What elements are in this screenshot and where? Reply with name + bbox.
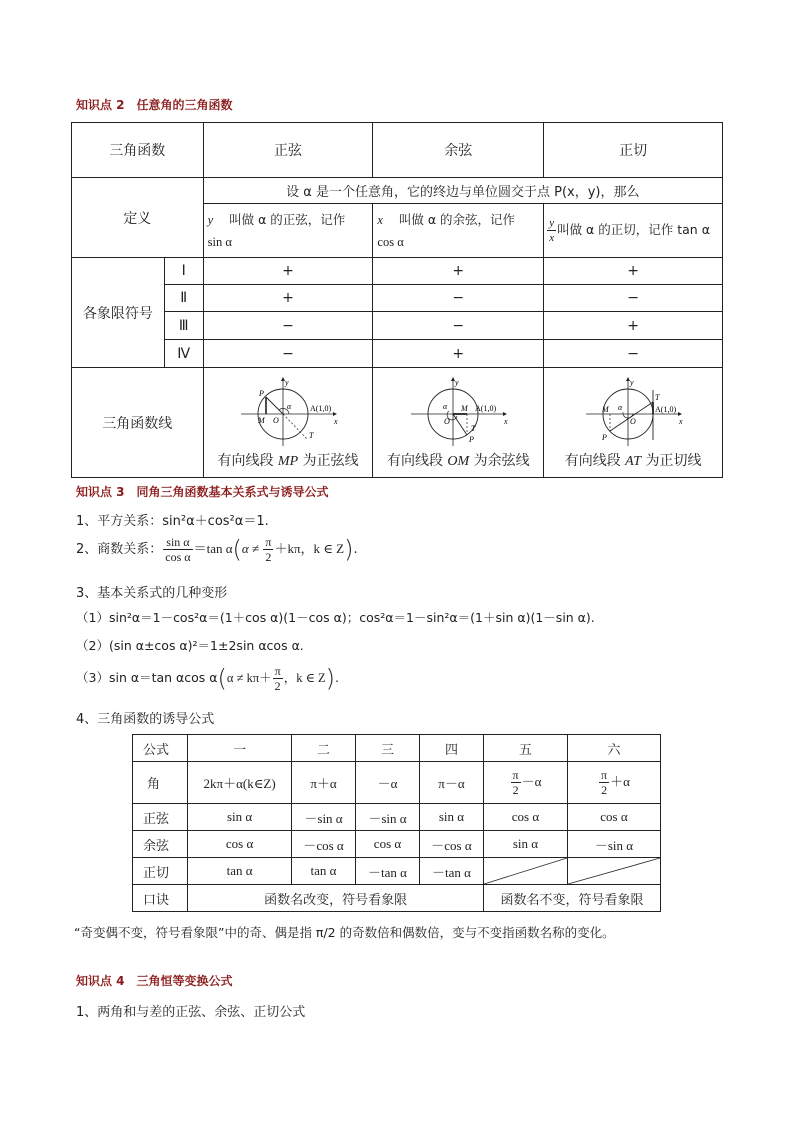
axis-label: x: [334, 416, 338, 426]
formula-cell: sin α: [419, 804, 483, 831]
axis-label: x: [679, 416, 683, 426]
section-heading-4: [76, 972, 233, 989]
axis-label: x: [504, 416, 508, 426]
angle-cell: －α: [356, 762, 420, 804]
point-label: P: [469, 434, 475, 444]
quadrant-cell: Ⅰ: [164, 258, 203, 285]
angle-cell: π－α: [419, 762, 483, 804]
mnemonic-cell: 函数名不变，符号看象限: [483, 885, 660, 912]
header-cell: 余弦: [373, 123, 544, 178]
sum-difference-heading: 1、两角和与差的正弦、余弦、正切公式: [76, 1005, 306, 1020]
sign-cell: −: [373, 285, 544, 312]
variant-1: （1）sin²α＝1－cos²α＝(1＋cos α)(1－cos α)；cos²α＝1－sin²α＝(1＋sin α)(1－sin α).: [76, 610, 595, 625]
quadrant-cell: Ⅱ: [164, 285, 203, 312]
square-relation: 1、平方关系：sin²α＋cos²α＝1.: [76, 514, 269, 529]
header-cell: 公式: [133, 735, 188, 762]
header-cell: 六: [567, 735, 660, 762]
point-label: T: [655, 392, 660, 402]
section-title: 任意角的三角函数: [136, 98, 233, 112]
tangent-line-caption: 有向线段 AT 为正切线: [564, 452, 702, 469]
row-label: 正切: [133, 858, 188, 885]
section-heading-2: [76, 96, 233, 113]
formula-cell: sin α: [483, 831, 567, 858]
empty-diagonal-cell: [567, 858, 660, 885]
section-number: 知识点 4: [76, 974, 125, 988]
point-label: P: [259, 388, 264, 398]
tangent-line-diagram: [578, 376, 688, 448]
angle-label: α: [443, 401, 448, 411]
point-label: A(1,0): [310, 403, 332, 413]
section-number: 知识点 2: [76, 98, 125, 112]
point-label: M: [602, 404, 609, 414]
sign-cell: −: [203, 340, 373, 368]
tangent-line-cell: [544, 368, 723, 478]
sine-line-cell: [203, 368, 373, 478]
sign-cell: +: [373, 258, 544, 285]
point-label: M: [258, 415, 265, 425]
formula-cell: －sin α: [356, 804, 420, 831]
formula-cell: cos α: [356, 831, 420, 858]
point-label: A(1,0): [475, 403, 497, 413]
cosine-definition: x 叫做 α 的余弦，记作 cos α: [373, 204, 544, 258]
sine-line-caption: 有向线段 MP 为正弦线: [217, 452, 359, 469]
diagonal-line: [568, 858, 660, 884]
formula-cell: cos α: [483, 804, 567, 831]
variant-2: （2）(sin α±cos α)²＝1±2sin αcos α.: [76, 638, 304, 653]
formula-cell: －sin α: [567, 831, 660, 858]
point-label: T: [309, 430, 314, 440]
tangent-definition: $\frac{y}{x}$ 叫做 α 的正切，记作 tan α: [544, 204, 723, 258]
point-label: T: [471, 423, 476, 433]
header-cell: 正切: [544, 123, 723, 178]
header-cell: 正弦: [203, 123, 373, 178]
sine-line-diagram: [233, 376, 343, 448]
header-cell: 三: [356, 735, 420, 762]
point-label: O: [444, 416, 451, 426]
quadrant-cell: Ⅲ: [164, 312, 203, 340]
point-label: A(1,0): [655, 404, 677, 414]
sign-cell: +: [544, 312, 723, 340]
definition-label: 定义: [72, 178, 204, 258]
section-number: 知识点 3: [76, 485, 125, 499]
header-cell: 三角函数: [72, 123, 204, 178]
induction-heading: 4、三角函数的诱导公式: [76, 712, 215, 727]
section-heading-3: [76, 483, 329, 500]
point-label: P: [602, 432, 607, 442]
angle-label: 角: [133, 762, 188, 804]
quadrant-cell: Ⅳ: [164, 340, 203, 368]
diagonal-line: [484, 858, 567, 884]
header-cell: 四: [419, 735, 483, 762]
formula-cell: cos α: [567, 804, 660, 831]
sign-cell: +: [373, 340, 544, 368]
formula-cell: tan α: [188, 858, 292, 885]
point-label: M: [461, 403, 468, 413]
sign-cell: +: [544, 258, 723, 285]
signs-label: 各象限符号: [72, 258, 165, 368]
formula-cell: cos α: [188, 831, 292, 858]
formula-cell: sin α: [188, 804, 292, 831]
mnemonic-cell: 函数名改变，符号看象限: [188, 885, 484, 912]
formula-cell: －sin α: [292, 804, 356, 831]
quotient-relation: 2、商数关系： $\frac{\text{sin α}}{\text{cos α}}$ ＝tan α(α ≠ $\frac{\pi}{2}$ ＋kπ，k ∈ Z).: [76, 535, 358, 564]
sign-cell: −: [203, 312, 373, 340]
header-cell: 一: [188, 735, 292, 762]
section-title: 同角三角函数基本关系式与诱导公式: [136, 485, 329, 499]
variant-3: （3）sin α＝tan αcos α(α ≠ kπ＋ $\frac{\pi}{2}$ ，k ∈ Z).: [76, 664, 339, 693]
formula-cell: －tan α: [419, 858, 483, 885]
sign-cell: −: [544, 340, 723, 368]
angle-cell: $\frac{\pi}{2}$ －α: [483, 762, 567, 804]
formula-cell: －tan α: [356, 858, 420, 885]
variants-heading: 3、基本关系式的几种变形: [76, 586, 228, 601]
section-title: 三角恒等变换公式: [136, 974, 233, 988]
trig-definition-table: [71, 122, 723, 478]
row-label: 余弦: [133, 831, 188, 858]
cosine-line-caption: 有向线段 OM 为余弦线: [386, 452, 530, 469]
header-cell: 二: [292, 735, 356, 762]
axis-label: y: [455, 377, 459, 387]
angle-cell: π＋α: [292, 762, 356, 804]
point-label: O: [630, 416, 636, 426]
sine-definition: y 叫做 α 的正弦，记作 sin α: [203, 204, 373, 258]
angle-label: α: [287, 401, 292, 411]
formula-cell: －cos α: [292, 831, 356, 858]
axis-label: y: [630, 377, 634, 387]
angle-cell: 2kπ＋α(k∈Z): [188, 762, 292, 804]
angle-label: α: [618, 402, 623, 412]
cosine-line-diagram: [403, 376, 513, 448]
empty-diagonal-cell: [483, 858, 567, 885]
trig-lines-label: 三角函数线: [72, 368, 204, 478]
header-cell: 五: [483, 735, 567, 762]
definition-intro: 设 α 是一个任意角，它的终边与单位圆交于点 P(x，y)，那么: [203, 178, 722, 204]
row-label: 正弦: [133, 804, 188, 831]
axis-label: y: [285, 377, 289, 387]
point-label: O: [273, 415, 279, 425]
sign-cell: +: [203, 285, 373, 312]
mnemonic-note: “奇变偶不变，符号看象限”中的奇、偶是指 π/2 的奇数倍和偶数倍，变与不变指函数名称的变化。: [74, 925, 615, 940]
sign-cell: +: [203, 258, 373, 285]
induction-formula-table: [132, 734, 661, 912]
formula-cell: tan α: [292, 858, 356, 885]
row-label: 口诀: [133, 885, 188, 912]
sign-cell: −: [373, 312, 544, 340]
sign-cell: −: [544, 285, 723, 312]
cosine-line-cell: [373, 368, 544, 478]
angle-cell: $\frac{\pi}{2}$ ＋α: [567, 762, 660, 804]
formula-cell: －cos α: [419, 831, 483, 858]
